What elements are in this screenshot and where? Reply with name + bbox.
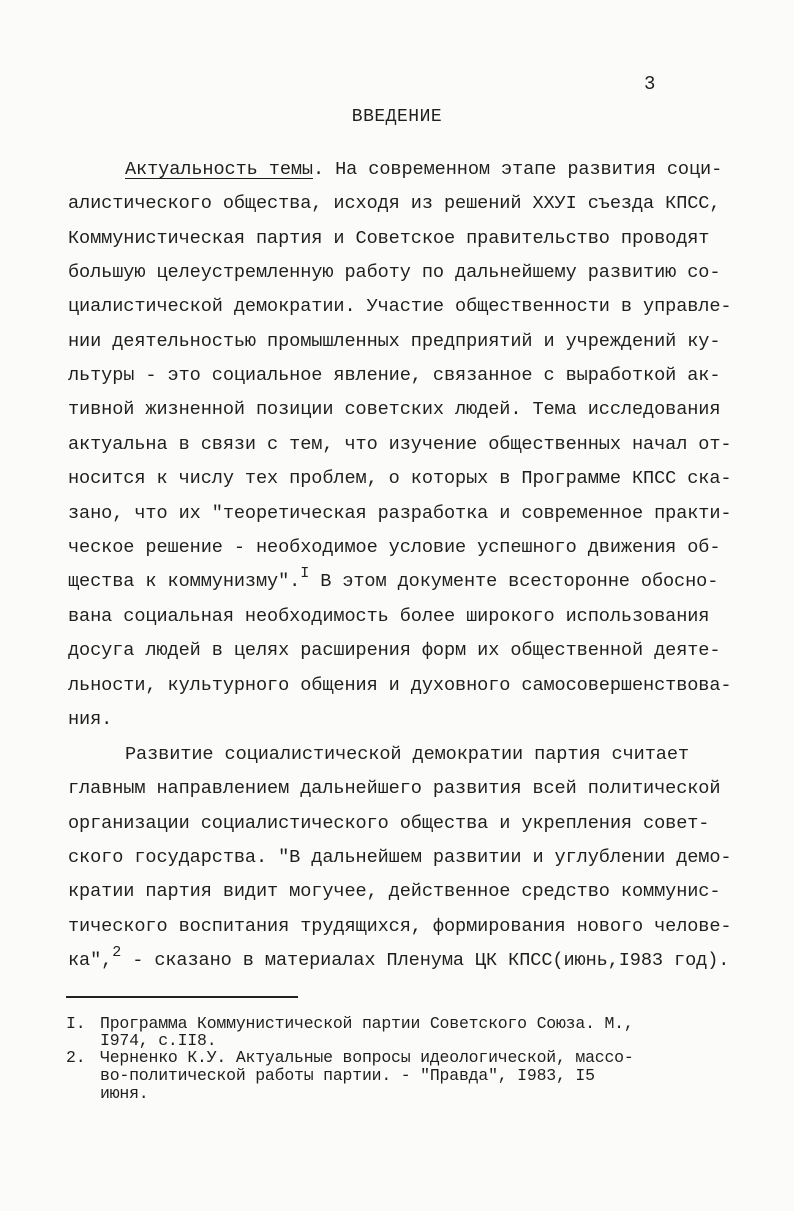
footnote-2-continuation: июня. xyxy=(100,1084,149,1103)
paragraph-1-line: льности, культурного общения и духовного самосовершенствова- xyxy=(68,675,732,696)
paragraph-1-line: ческое решение - необходимое условие успешного движения об- xyxy=(68,537,721,558)
footnote-divider xyxy=(66,996,298,998)
footnote-reference-2: 2 xyxy=(112,944,122,961)
page-number: 3 xyxy=(644,73,656,95)
paragraph-1-line: ния. xyxy=(68,709,113,730)
footnote-2-continuation: во-политической работы партии. - "Правда", I983, I5 xyxy=(100,1066,595,1085)
paragraph-2-line: организации социалистического общества и укрепления совет- xyxy=(68,813,710,834)
footnote-2 xyxy=(66,1048,634,1068)
paragraph-1-line: актуальна в связи с тем, что изучение общественных начал от- xyxy=(68,434,732,455)
section-heading: ВВЕДЕНИЕ xyxy=(351,107,443,127)
paragraph-2-line: ского государства. "В дальнейшем развитии и углублении демо- xyxy=(68,847,732,868)
paragraph-2-line: Развитие социалистической демократии партия считает xyxy=(125,744,689,765)
paragraph-1-line-text: щества к коммунизму". xyxy=(68,571,301,592)
paragraph-1-line: досуга людей в целях расширения форм их общественной деяте- xyxy=(68,640,721,661)
paragraph-1-line: нии деятельностью промышленных предприятий и учреждений ку- xyxy=(68,331,721,352)
paragraph-1-line: алистического общества, исходя из решений ХХУI съезда КПСС, xyxy=(68,193,721,214)
paragraph-1-line-text: В этом документе всесторонне обосно- xyxy=(309,571,719,592)
paragraph-1-line: вана социальная необходимость более широкого использования xyxy=(68,606,710,627)
paragraph-2-line: кратии партия видит могучее, действенное средство коммунис- xyxy=(68,881,721,902)
topic-relevance-label: Актуальность темы xyxy=(125,159,313,180)
paragraph-1-line: большую целеустремленную работу по дальнейшему развитию со- xyxy=(68,262,721,283)
paragraph-1-line: носится к числу тех проблем, о которых в Программе КПСС ска- xyxy=(68,468,732,489)
paragraph-1-line: льтуры - это социальное явление, связанное с выработкой ак- xyxy=(68,365,721,386)
footnote-reference-1: I xyxy=(300,565,310,582)
paragraph-2-line xyxy=(68,944,762,973)
paragraph-2-line: главным направлением дальнейшего развития всей политической xyxy=(68,778,721,799)
paragraph-1-line xyxy=(68,565,762,594)
footnote-text: Черненко К.У. Актуальные вопросы идеологической, массо- xyxy=(100,1048,634,1067)
footnote-number: 2. xyxy=(66,1048,86,1067)
paragraph-1-line-text: . На современном этапе развития соци- xyxy=(313,159,723,180)
footnote-1-continuation: I974, с.II8. xyxy=(100,1031,217,1050)
paragraph-1-line: тивной жизненной позиции советских людей. Тема исследования xyxy=(68,399,721,420)
paragraph-1-line xyxy=(125,158,762,182)
paragraph-1-line: Коммунистическая партия и Советское правительство проводят xyxy=(68,228,710,249)
footnote-text: Программа Коммунистической партии Советского Союза. М., xyxy=(100,1014,634,1033)
paragraph-2-line-text: ка", xyxy=(68,950,113,971)
paragraph-1-line: циалистической демократии. Участие общественности в управле- xyxy=(68,296,732,317)
paragraph-2-line-text: - сказано в материалах Пленума ЦК КПСС(июнь,I983 год). xyxy=(121,950,730,971)
paragraph-1-line: зано, что их "теоретическая разработка и современное практи- xyxy=(68,503,732,524)
paragraph-2-line: тического воспитания трудящихся, формирования нового челове- xyxy=(68,916,732,937)
footnote-number: I. xyxy=(66,1014,86,1033)
